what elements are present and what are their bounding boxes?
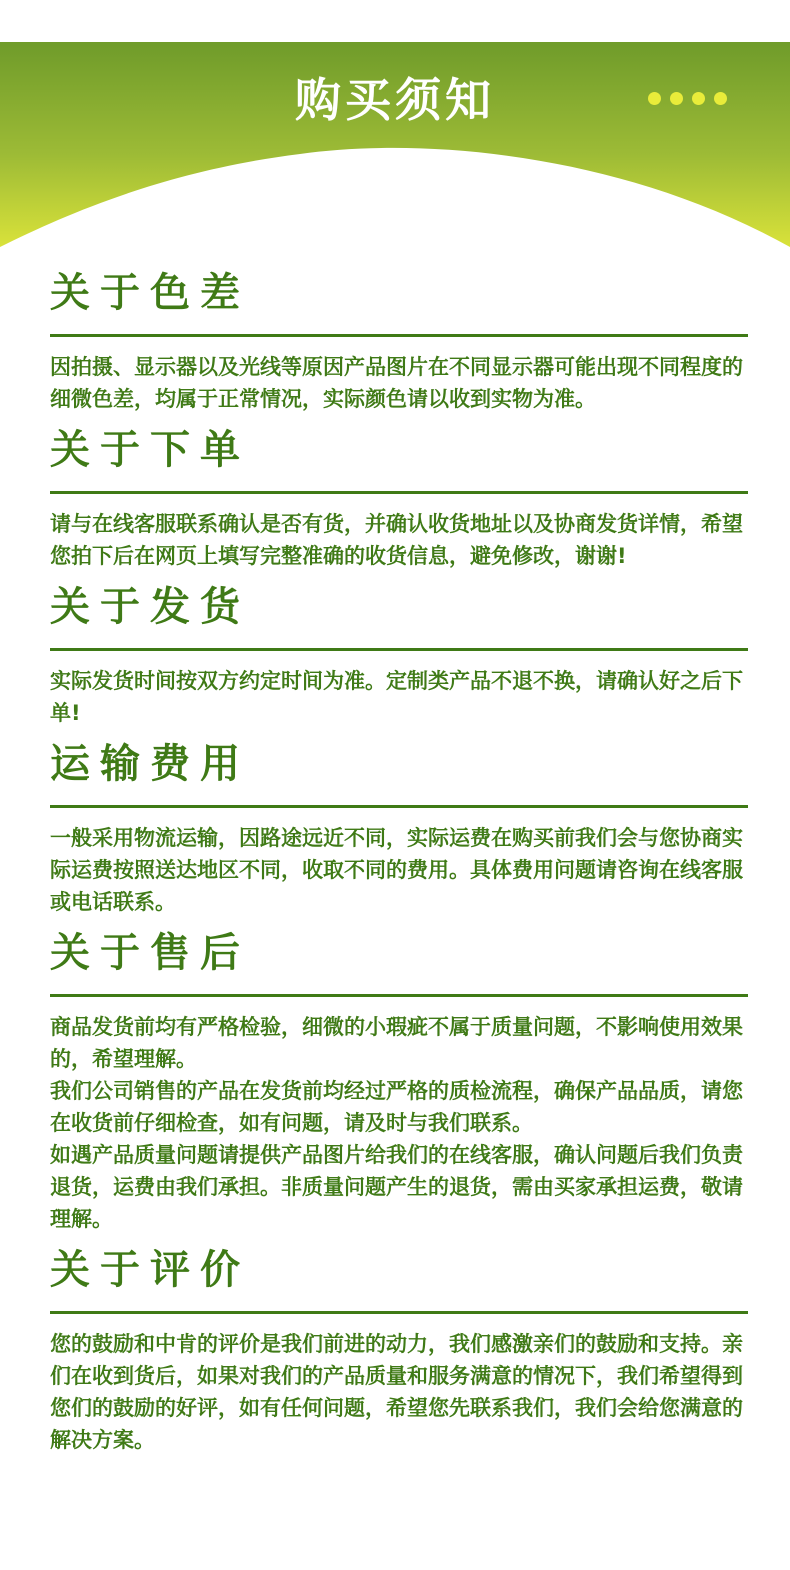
page-title: 购买须知 — [295, 73, 495, 127]
paragraph: 我们公司销售的产品在发货前均经过严格的质检流程，确保产品品质，请您在收货前仔细检查，如有问题，请及时与我们联系。 — [50, 1079, 743, 1135]
paragraph: 如遇产品质量问题请提供产品图片给我们的在线客服，确认问题后我们负责退货，运费由我们承担。非质量问题产生的退货，需由买家承担运费，敬请理解。 — [50, 1143, 743, 1231]
section-shipping — [50, 572, 748, 729]
section-body — [50, 822, 748, 918]
paragraph: 因拍摄、显示器以及光线等原因产品图片在不同显示器可能出现不同程度的细微色差，均属于正常情况，实际颜色请以收到实物为准。 — [50, 355, 743, 411]
divider — [50, 334, 748, 337]
dot-icon — [670, 92, 683, 105]
paragraph: 商品发货前均有严格检验，细微的小瑕疵不属于质量问题，不影响使用效果的，希望理解。 — [50, 1015, 743, 1071]
section-reviews — [50, 1235, 748, 1456]
paragraph: 您的鼓励和中肯的评价是我们前进的动力，我们感激亲们的鼓励和支持。亲们在收到货后，如果对我们的产品质量和服务满意的情况下，我们希望得到您们的鼓励的好评，如有任何问题，希望您先联系我们，我们会给您满意的解决方案。 — [50, 1332, 743, 1452]
notice-content — [50, 258, 748, 1456]
dot-icon — [648, 92, 661, 105]
paragraph: 一般采用物流运输，因路途远近不同，实际运费在购买前我们会与您协商实际运费按照送达地区不同，收取不同的费用。具体费用问题请咨询在线客服或电话联系。 — [50, 826, 743, 914]
divider — [50, 1311, 748, 1314]
section-body — [50, 351, 748, 415]
dot-icon — [714, 92, 727, 105]
section-ordering — [50, 415, 748, 572]
section-color-difference — [50, 258, 748, 415]
section-body — [50, 665, 748, 729]
section-title: 关于色差 — [50, 270, 250, 316]
section-title: 关于下单 — [50, 427, 250, 473]
section-freight-cost — [50, 729, 748, 918]
section-body — [50, 508, 748, 572]
dot-icon — [692, 92, 705, 105]
header-banner — [0, 42, 790, 247]
section-body — [50, 1011, 748, 1235]
section-title: 关于发货 — [50, 584, 250, 630]
decorative-dots — [648, 92, 727, 105]
paragraph: 请与在线客服联系确认是否有货，并确认收货地址以及协商发货详情，希望您拍下后在网页上填写完整准确的收货信息，避免修改，谢谢! — [50, 512, 743, 568]
paragraph: 实际发货时间按双方约定时间为准。定制类产品不退不换，请确认好之后下单! — [50, 669, 743, 725]
divider — [50, 648, 748, 651]
section-after-sales — [50, 918, 748, 1235]
section-title: 关于售后 — [50, 930, 250, 976]
section-title: 关于评价 — [50, 1247, 250, 1293]
divider — [50, 994, 748, 997]
section-body — [50, 1328, 748, 1456]
divider — [50, 805, 748, 808]
section-title: 运输费用 — [50, 741, 250, 787]
divider — [50, 491, 748, 494]
